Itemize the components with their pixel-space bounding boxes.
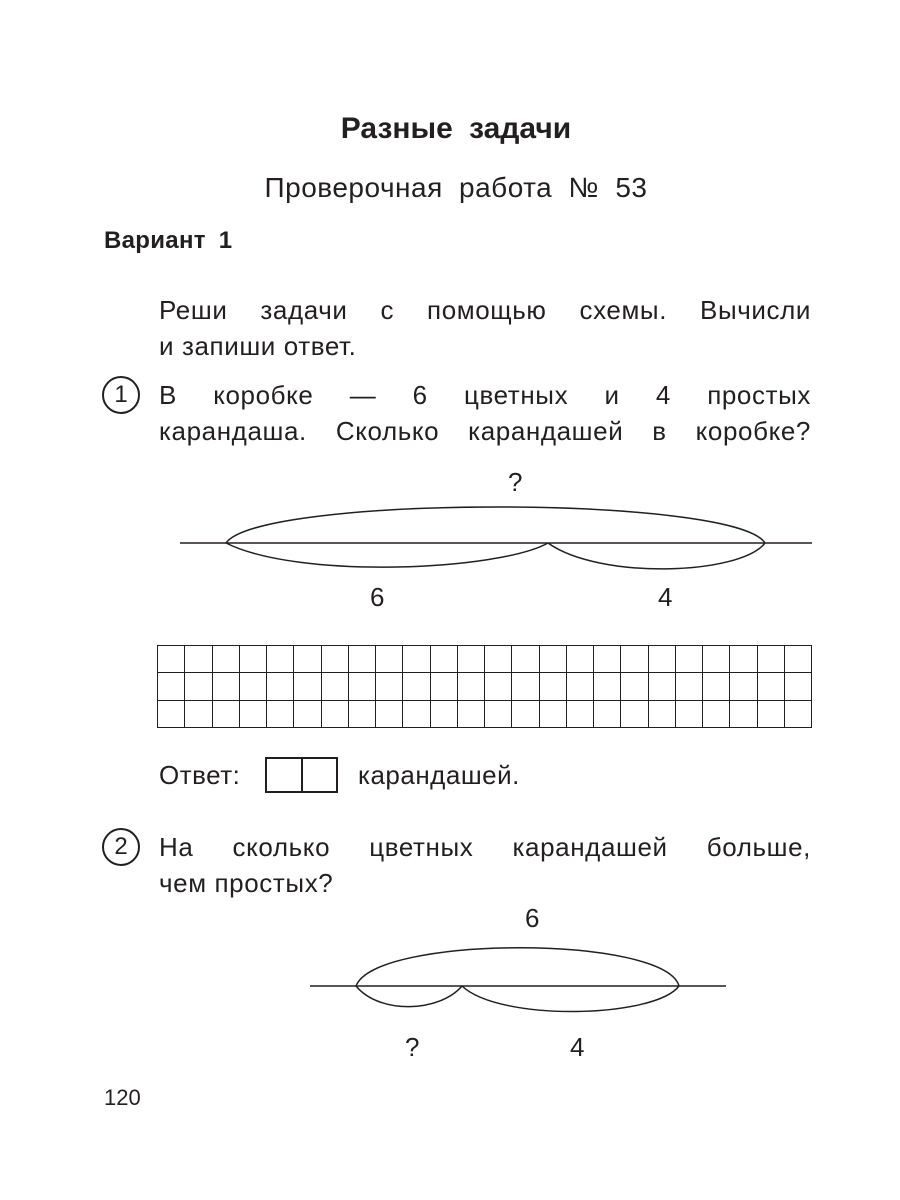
- page-number: 120: [104, 1085, 141, 1110]
- grid-cell: [239, 672, 267, 700]
- grid-cell: [212, 700, 240, 728]
- task-2-part-a-arc: [356, 986, 462, 1007]
- grid-cell: [729, 672, 757, 700]
- grid-cell: [212, 672, 240, 700]
- grid-cell: [484, 700, 512, 728]
- grid-cell: [593, 672, 621, 700]
- grid-cell: [539, 645, 567, 673]
- test-title: Проверочная работа № 53: [264, 172, 648, 203]
- grid-cell: [157, 700, 185, 728]
- task-2-total-label: 6: [525, 903, 540, 933]
- grid-cell: [648, 672, 676, 700]
- grid-cell: [784, 645, 812, 673]
- grid-cell: [784, 672, 812, 700]
- grid-cell: [757, 700, 785, 728]
- task-1-part-b-arc: [548, 543, 765, 569]
- task-1-total-arc: [226, 507, 765, 543]
- task-2-line-1: На сколько цветных карандашей больше,: [159, 832, 811, 862]
- grid-cell: [321, 645, 349, 673]
- grid-cell: [757, 672, 785, 700]
- grid-cell: [266, 700, 294, 728]
- task-2-total-arc: [356, 948, 679, 986]
- task-2-text: [159, 829, 811, 901]
- grid-cell: [402, 672, 430, 700]
- grid-cell: [757, 645, 785, 673]
- grid-cell: [375, 672, 403, 700]
- grid-cell: [539, 700, 567, 728]
- grid-cell: [157, 645, 185, 673]
- grid-cell: [648, 700, 676, 728]
- grid-cell: [620, 672, 648, 700]
- grid-cell: [593, 700, 621, 728]
- grid-cell: [293, 645, 321, 673]
- grid-cell: [675, 645, 703, 673]
- grid-cell: [648, 645, 676, 673]
- grid-cell: [157, 672, 185, 700]
- grid-cell: [321, 700, 349, 728]
- grid-cell: [484, 645, 512, 673]
- grid-cell: [184, 700, 212, 728]
- grid-cell: [402, 700, 430, 728]
- grid-cell: [293, 700, 321, 728]
- task-1-diagram: [180, 507, 812, 569]
- grid-cell: [430, 645, 458, 673]
- grid-cell: [539, 672, 567, 700]
- task-1-line-2: карандаша. Сколько карандашей в коробке?: [159, 416, 811, 446]
- answer-unit: карандашей.: [358, 760, 520, 790]
- task-1-part-b-label: 4: [658, 582, 673, 612]
- grid-cell: [375, 645, 403, 673]
- instruction-line-2: и запиши ответ.: [159, 331, 357, 361]
- grid-cell: [620, 700, 648, 728]
- task-1-number: 1: [102, 376, 140, 414]
- grid-cell: [593, 645, 621, 673]
- grid-cell: [511, 700, 539, 728]
- page-title: Разные задачи: [340, 112, 572, 145]
- grid-cell: [566, 645, 594, 673]
- variant-heading: Вариант 1: [104, 227, 233, 254]
- grid-cell: [239, 700, 267, 728]
- grid-cell: [184, 672, 212, 700]
- answer-label: Ответ:: [159, 760, 241, 790]
- grid-cell: [184, 645, 212, 673]
- grid-cell: [212, 645, 240, 673]
- grid-cell: [702, 672, 730, 700]
- grid-cell: [348, 645, 376, 673]
- instruction-line-1: Реши задачи с помощью схемы. Вычисли: [159, 295, 811, 325]
- grid-cell: [266, 645, 294, 673]
- grid-cell: [430, 672, 458, 700]
- grid-cell: [293, 672, 321, 700]
- grid-cell: [702, 700, 730, 728]
- answer-grid[interactable]: [157, 645, 811, 727]
- grid-cell: [457, 672, 485, 700]
- grid-cell: [784, 700, 812, 728]
- task-2-diagram: [310, 948, 726, 1012]
- task-2-number: 2: [102, 828, 140, 866]
- grid-cell: [348, 672, 376, 700]
- grid-cell: [620, 645, 648, 673]
- grid-cell: [266, 672, 294, 700]
- grid-cell: [566, 672, 594, 700]
- grid-cell: [675, 700, 703, 728]
- grid-cell: [511, 672, 539, 700]
- grid-cell: [675, 672, 703, 700]
- task-1-line-1: В коробке — 6 цветных и 4 простых: [159, 380, 811, 410]
- task-1-part-a-label: 6: [370, 582, 385, 612]
- task-2-part-b-arc: [462, 986, 679, 1012]
- grid-cell: [430, 700, 458, 728]
- task-2-part-b-label: 4: [570, 1032, 585, 1062]
- grid-cell: [511, 645, 539, 673]
- task-1-part-a-arc: [226, 543, 548, 567]
- task-2-line-2: чем простых?: [159, 868, 334, 898]
- grid-cell: [566, 700, 594, 728]
- task-1-total-label: ?: [508, 467, 523, 497]
- grid-cell: [375, 700, 403, 728]
- grid-cell: [239, 645, 267, 673]
- grid-cell: [729, 645, 757, 673]
- grid-cell: [457, 700, 485, 728]
- grid-cell: [402, 645, 430, 673]
- grid-cell: [457, 645, 485, 673]
- grid-cell: [484, 672, 512, 700]
- grid-cell: [702, 645, 730, 673]
- grid-cell: [729, 700, 757, 728]
- grid-cell: [321, 672, 349, 700]
- task-2-part-a-label: ?: [405, 1032, 420, 1062]
- answer-box-divider: [301, 757, 303, 793]
- grid-cell: [348, 700, 376, 728]
